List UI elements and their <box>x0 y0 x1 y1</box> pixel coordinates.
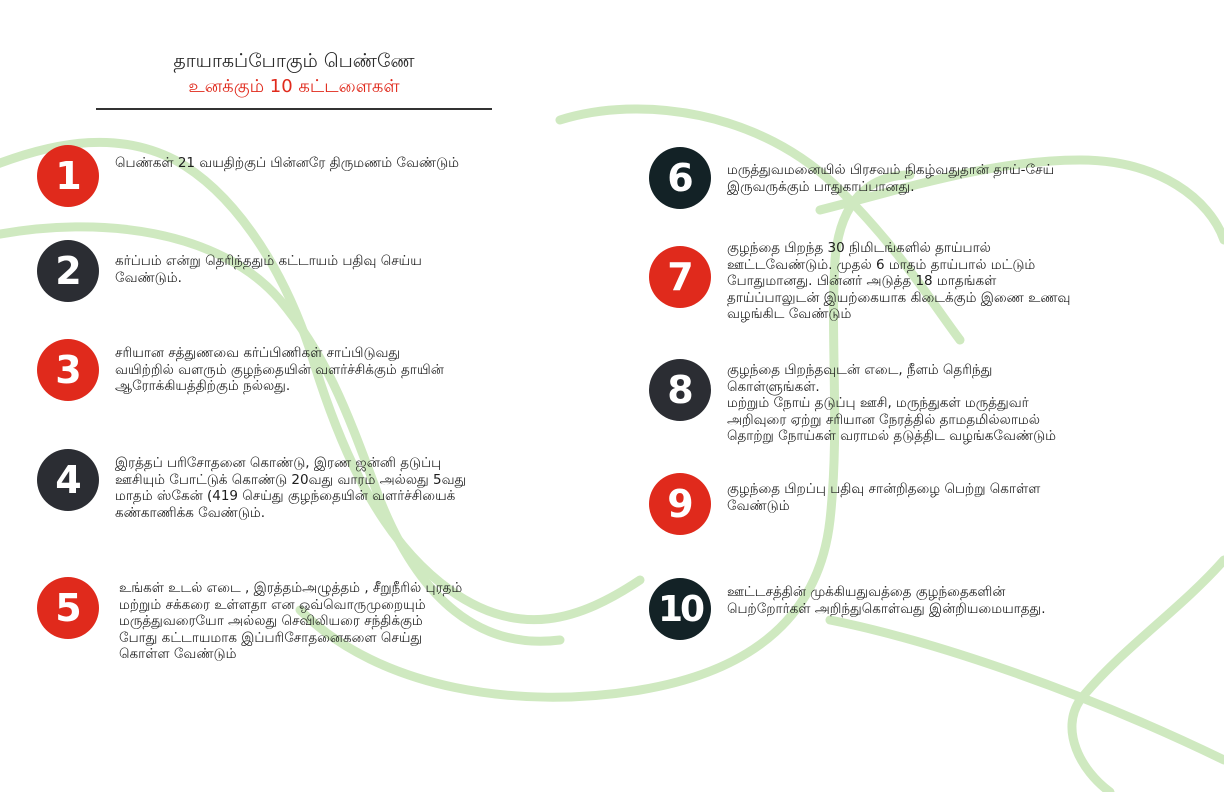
number-badge-6: 6 <box>649 147 711 209</box>
list-item-text-2: கர்ப்பம் என்று தெரிந்ததும் கட்டாயம் பதிவு செய்ய வேண்டும். <box>115 253 422 286</box>
number-badge-2: 2 <box>37 240 99 302</box>
list-item-text-6: மருத்துவமனையில் பிரசவம் நிகழ்வதுதான் தாய்-சேய் இருவருக்கும் பாதுகாப்பானது. <box>727 162 1055 195</box>
list-item-text-3: சரியான சத்துணவை கர்ப்பிணிகள் சாப்பிடுவது வயிற்றில் வளரும் குழந்தையின் வளர்ச்சிக்கும் தாயின் ஆரோக்கியத்திற்கும் நல்லது. <box>115 345 444 394</box>
number-badge-1: 1 <box>37 145 99 207</box>
list-item-text-7: குழந்தை பிறந்த 30 நிமிடங்களில் தாய்பால் ஊட்டவேண்டும். முதல் 6 மாதம் தாய்பால் மட்டும் போதுமானது. பின்னர் அடுத்த 18 மாதங்கள் தாய்ப்பாலுடன் இயற்கையாக கிடைக்கும் இணை உணவு வழங்கிட வேண்டும் <box>727 240 1071 322</box>
page-subtitle: உனக்கும் 10 கட்டளைகள் <box>188 76 400 97</box>
title-divider <box>96 108 492 110</box>
list-item-text-10: ஊட்டசத்தின் முக்கியதுவத்தை குழந்தைகளின் பெற்றோர்கள் அறிந்துகொள்வது இன்றியமையாதது. <box>727 584 1046 617</box>
list-item-text-1: பெண்கள் 21 வயதிற்குப் பின்னரே திருமணம் வேண்டும் <box>115 155 460 171</box>
number-badge-9: 9 <box>649 473 711 535</box>
list-item-text-4: இரத்தப் பரிசோதனை கொண்டு, இரண ஜன்னி தடுப்பு ஊசியும் போட்டுக் கொண்டு 20வது வாரம் அல்லது 5வது மாதம் ஸ்கேன் (419 செய்து குழந்தையின் வளர்ச்சியைக் கண்காணிக்க வேண்டும். <box>115 455 467 521</box>
number-badge-10: 10 <box>649 578 711 640</box>
list-item-text-5: உங்கள் உடல் எடை , இரத்தம்அழுத்தம் , சீறுநீரில் புரதம் மற்றும் சக்கரை உள்ளதா என ஒவ்வொருமுறையும் மருத்துவரையோ அல்லது செவிலியரை சந்திக்கும் போது கட்டாயமாக இப்பரிசோதனைகளை செய்து கொள்ள வேண்டும் <box>119 580 463 662</box>
curve-right-lower <box>830 620 1224 760</box>
number-badge-5: 5 <box>37 577 99 639</box>
number-badge-3: 3 <box>37 339 99 401</box>
number-badge-4: 4 <box>37 449 99 511</box>
list-item-text-9: குழந்தை பிறப்பு பதிவு சான்றிதழை பெற்று கொள்ள வேண்டும் <box>727 481 1041 514</box>
list-item-text-8: குழந்தை பிறந்தவுடன் எடை, நீளம் தெரிந்து கொள்ளுங்கள். மற்றும் நோய் தடுப்பு ஊசி, மருந்துகள் மருத்துவர் அறிவுரை ஏற்று சரியான நேரத்தில் தாமதமில்லாமல் தொற்று நோய்கள் வராமல் தடுத்திட வழங்கவேண்டும் <box>727 362 1056 444</box>
number-badge-8: 8 <box>649 359 711 421</box>
page-title: தாயாகப்போகும் பெண்ணே <box>173 50 415 72</box>
page-header <box>96 48 492 100</box>
number-badge-7: 7 <box>649 246 711 308</box>
